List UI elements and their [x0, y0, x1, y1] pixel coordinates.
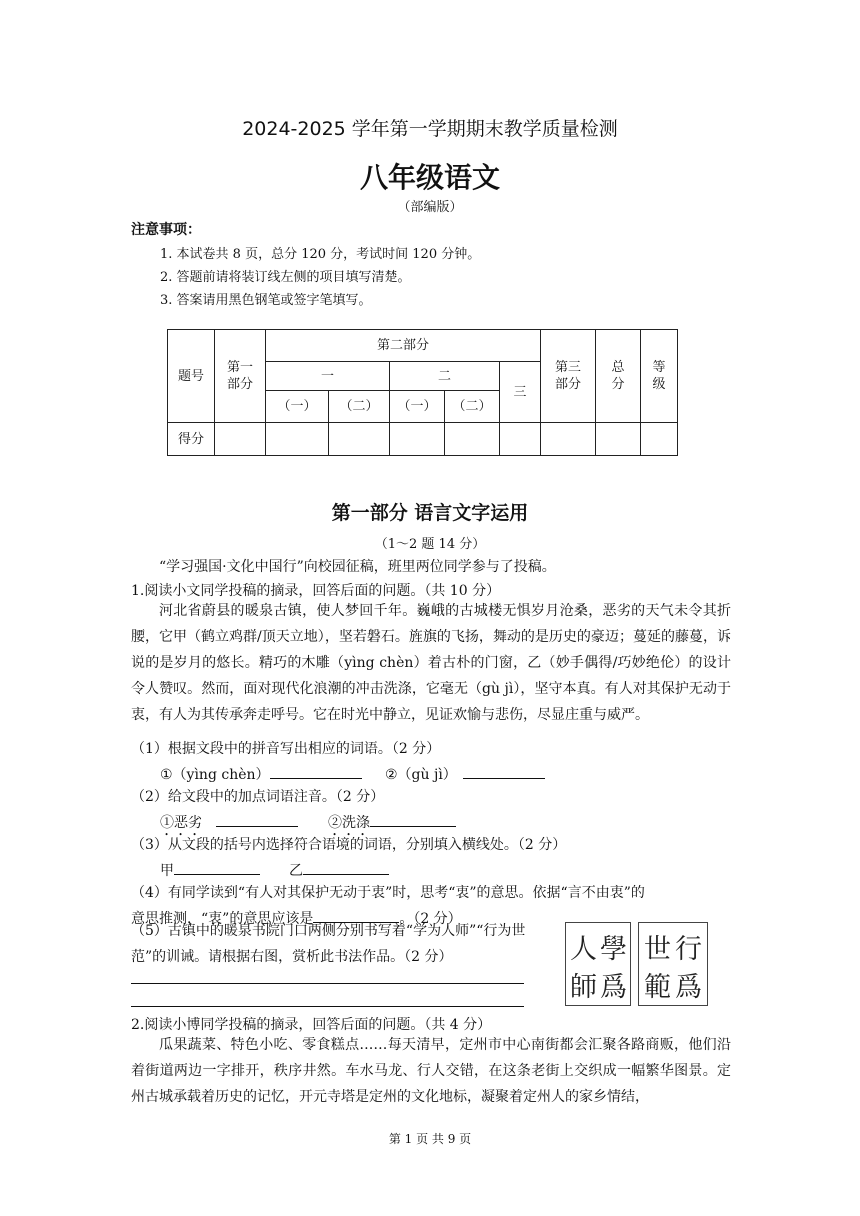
score-cell[interactable] [266, 423, 329, 456]
sub-a: （一） [266, 391, 329, 423]
sub-a: （一） [390, 391, 445, 423]
subject-title: 八年级语文 [359, 161, 500, 194]
score-cell[interactable] [390, 423, 445, 456]
section-subheading: （1～2 题 14 分） [374, 537, 486, 552]
q1-part5: （5）古镇中的暖泉书院门口两侧分别书写着“学为人师”“行为世范”的训诫。请根据右图，赏析此书法作品。（2 分） [131, 923, 526, 965]
q1-part4-line2: 意思推测，“衷”的意思应该是 。（2 分） [131, 906, 462, 928]
notes-heading: 注意事项： [131, 222, 201, 238]
score-cell[interactable] [596, 423, 641, 456]
q1-part1-a: ①（yìng chèn） [160, 762, 362, 784]
score-cell[interactable] [445, 423, 500, 456]
score-cell[interactable] [215, 423, 266, 456]
q1-part2-b: ②洗涤 [328, 810, 456, 839]
answer-blank[interactable] [270, 762, 362, 779]
q1-part3: （3）从文段的括号内选择符合语境的词语，分别填入横线处。（2 分） [131, 837, 567, 853]
q1-part3-b: 乙 [289, 858, 389, 880]
note-item: 1. 本试卷共 8 页，总分 120 分，考试时间 120 分钟。 [160, 247, 481, 262]
seal-char: 爲 [675, 972, 702, 1003]
sub-b: （二） [445, 391, 500, 423]
section-heading: 第一部分 语言文字运用 [331, 502, 529, 524]
sub-b: （二） [329, 391, 390, 423]
q1-part1-b: ②（gù jì） [385, 762, 545, 784]
q2-passage: 瓜果蔬菜、特色小吃、零食糕点……每天清早，定州市中心南街都会汇聚各路商贩，他们沿着街道两边一字排开，秩序井然。车水马龙、行人交错，在这条老街上交织成一幅繁华图景。定州古城承载着历史的记忆，开元寺塔是定州的文化地标，凝聚着定州人的家乡情结， [131, 1037, 731, 1105]
score-cell[interactable] [541, 423, 596, 456]
part2-sub3: 三 [500, 362, 541, 423]
answer-blank[interactable] [174, 858, 260, 875]
part1-header: 第一部分 [215, 330, 266, 423]
edition-label: （部编版） [397, 200, 463, 215]
score-row-label: 得分 [168, 423, 215, 456]
answer-blank[interactable] [303, 858, 389, 875]
total-header: 总分 [596, 330, 641, 423]
seal-char: 範 [644, 972, 671, 1003]
score-table [167, 329, 678, 456]
q1-part2-a: ①恶劣 [160, 810, 298, 839]
exam-title: 2024-2025 学年第一学期期末教学质量检测 [242, 118, 618, 140]
q1-part3-a: 甲 [160, 858, 260, 880]
q1-part4-line1: （4）有同学读到“有人对其保护无动于衷”时，思考“衷”的意思。依据“言不由衷”的 [131, 885, 645, 901]
part2-header: 第二部分 [266, 330, 541, 362]
seal-char: 世 [644, 934, 671, 965]
answer-line[interactable] [131, 1006, 524, 1007]
section-intro: “学习强国·文化中国行”向校园征稿，班里两位同学参与了投稿。 [159, 559, 556, 575]
seal-char: 師 [570, 972, 597, 1003]
q1-part2: （2）给文段中的加点词语注音。（2 分） [131, 789, 385, 805]
answer-blank[interactable] [463, 762, 545, 779]
row-head-label: 题号 [168, 330, 215, 423]
calligraphy-seal-left [565, 922, 631, 1006]
part2-sub1: 一 [266, 362, 390, 391]
calligraphy-seal-right [638, 922, 708, 1006]
seal-char: 學 [600, 934, 627, 965]
grade-header: 等级 [641, 330, 678, 423]
seal-char: 行 [675, 934, 702, 965]
q1-passage: 河北省蔚县的暖泉古镇，使人梦回千年。巍峨的古城楼无惧岁月沧桑，恶劣的天气未令其折腰，它甲（鹤立鸡群/顶天立地），坚若磐石。旌旗的飞扬，舞动的是历史的豪迈；蔓延的藤蔓，诉说的是岁月的悠长。精巧的木雕（yìng chèn）着古朴的门窗，乙（妙手偶得/巧妙绝伦）的设计令人赞叹。然而，面对现代化浪潮的冲击洗涤，它毫无（gù jì），坚守本真。有人对其保护无动于衷，有人为其传承奔走呼号。它在时光中静立，见证欢愉与悲伤，尽显庄重与威严。 [131, 603, 731, 723]
part2-sub2: 二 [390, 362, 500, 391]
answer-blank[interactable] [370, 810, 456, 827]
part3-header: 第三部分 [541, 330, 596, 423]
score-cell[interactable] [500, 423, 541, 456]
q1-stem: 1.阅读小文同学投稿的摘录，回答后面的问题。（共 10 分） [131, 583, 501, 599]
seal-char: 人 [570, 934, 597, 965]
answer-line[interactable] [131, 983, 524, 984]
q1-part1: （1）根据文段中的拼音写出相应的词语。（2 分） [131, 741, 441, 757]
answer-blank[interactable] [216, 810, 298, 827]
seal-char: 爲 [600, 972, 627, 1003]
page-footer: 第 1 页 共 9 页 [388, 1132, 472, 1146]
score-cell[interactable] [641, 423, 678, 456]
note-item: 3. 答案请用黑色钢笔或签字笔填写。 [160, 293, 372, 308]
note-item: 2. 答题前请将装订线左侧的项目填写清楚。 [160, 270, 411, 285]
q2-stem: 2.阅读小博同学投稿的摘录，回答后面的问题。（共 4 分） [131, 1017, 492, 1033]
score-cell[interactable] [329, 423, 390, 456]
